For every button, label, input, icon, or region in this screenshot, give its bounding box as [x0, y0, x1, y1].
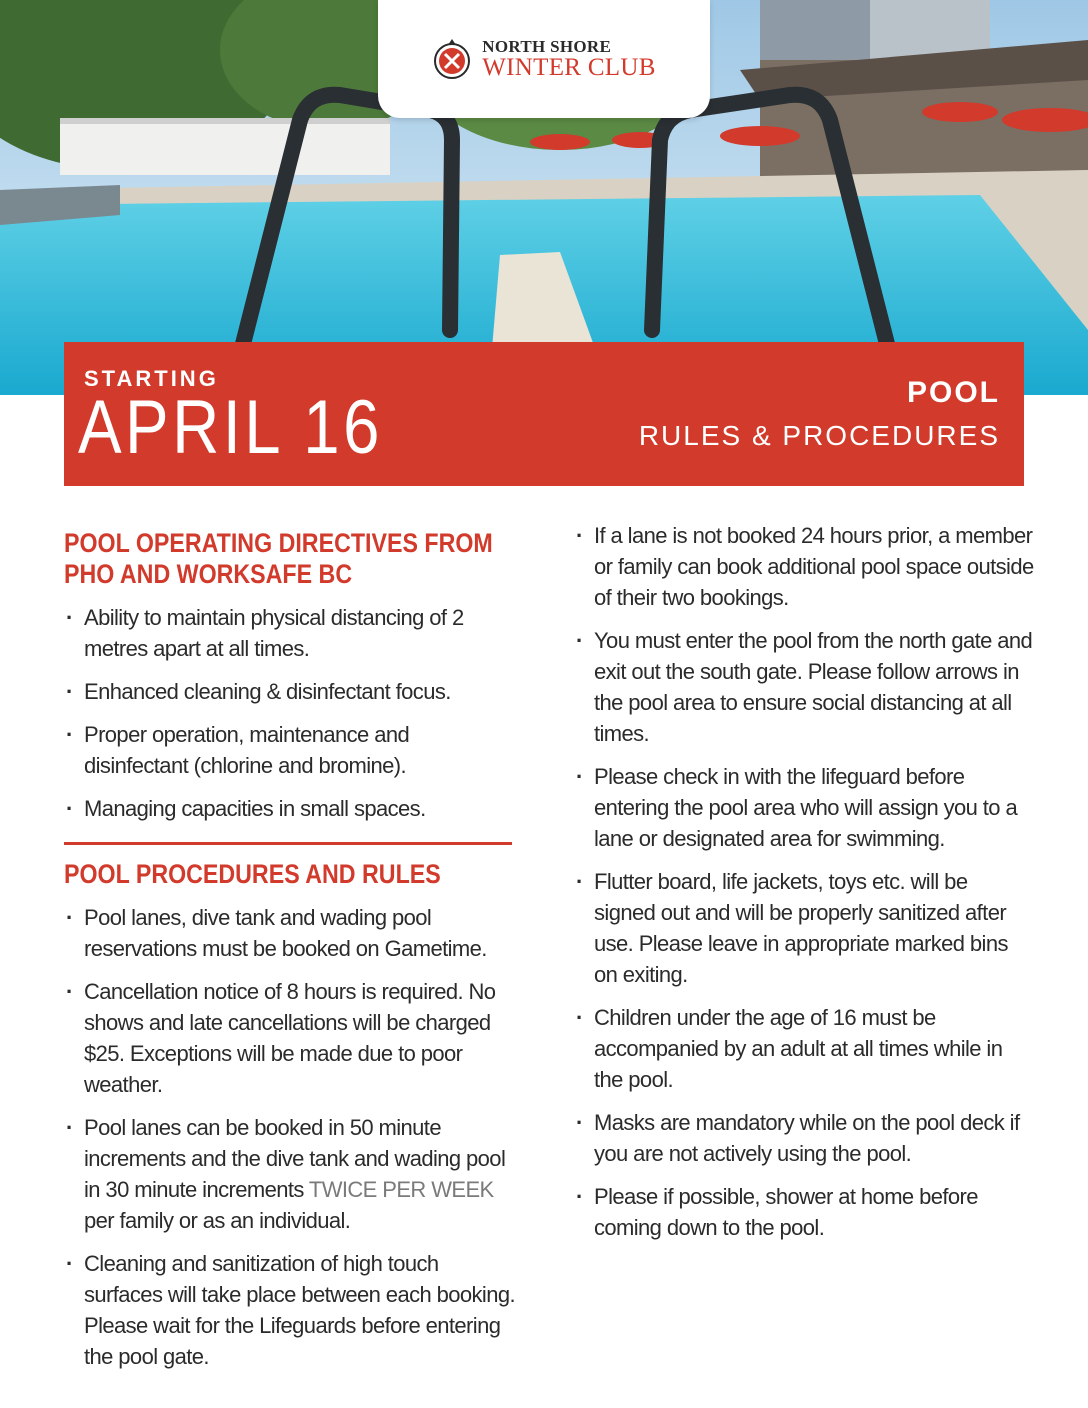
list-item: · If a lane is not booked 24 hours prior, a member or family can book additional pool space outside of their two bookings.	[574, 520, 1034, 613]
list-item: · Proper operation, maintenance and disinfectant (chlorine and bromine).	[64, 719, 516, 781]
list-item-text: per family or as an individual.	[84, 1208, 351, 1233]
logo-line1: NORTH SHORE	[482, 37, 612, 56]
directives-list	[64, 602, 516, 824]
list-item: · Flutter board, life jackets, toys etc. will be signed out and will be properly sanitized after use. Please leave in appropriate marked bins on exiting.	[574, 866, 1034, 990]
section-divider	[64, 842, 512, 845]
banner-title: POOL	[906, 376, 1000, 409]
list-item: · Masks are mandatory while on the pool deck if you are not actively using the pool.	[574, 1107, 1034, 1169]
procedures-list	[64, 902, 516, 1372]
list-item: · Please if possible, shower at home before coming down to the pool.	[574, 1181, 1034, 1243]
starting-label: STARTING	[84, 366, 219, 391]
section-heading-directives: POOL OPERATING DIRECTIVES FROM PHO AND WORKSAFE BC	[64, 528, 493, 589]
list-item: · You must enter the pool from the north gate and exit out the south gate. Please follow arrows in the pool area to ensure social distancing at all times.	[574, 625, 1034, 749]
list-item: · Managing capacities in small spaces.	[64, 793, 516, 824]
list-item-text: Pool lanes can be booked in 50 minute increments and the dive tank and wading pool in 30 minute increments	[84, 1115, 506, 1202]
club-crest-icon	[432, 37, 472, 81]
start-date: APRIL 16	[78, 385, 383, 470]
logo-line2: WINTER CLUB	[482, 54, 656, 81]
list-item: · Please check in with the lifeguard before entering the pool area who will assign you to a lane or designated area for swimming.	[574, 761, 1034, 854]
list-item: · Enhanced cleaning & disinfectant focus.	[64, 676, 516, 707]
logo-wordmark	[482, 38, 655, 80]
list-item: · Cleaning and sanitization of high touch surfaces will take place between each booking. Please wait for the Lifeguards before entering the pool gate.	[64, 1248, 516, 1372]
banner-subtitle: RULES & PROCEDURES	[638, 420, 1000, 451]
section-heading-procedures: POOL PROCEDURES AND RULES	[64, 859, 441, 889]
title-banner	[64, 342, 1024, 486]
right-column	[574, 520, 1034, 1255]
list-item	[64, 1112, 516, 1236]
list-item: · Ability to maintain physical distancing of 2 metres apart at all times.	[64, 602, 516, 664]
logo	[378, 0, 710, 118]
procedures-list-continued	[574, 520, 1034, 1243]
list-item: · Children under the age of 16 must be accompanied by an adult at all times while in the pool.	[574, 1002, 1034, 1095]
list-item: · Cancellation notice of 8 hours is required. No shows and late cancellations will be charged $25. Exceptions will be made due to poor weather.	[64, 976, 516, 1100]
list-item: · Pool lanes, dive tank and wading pool reservations must be booked on Gametime.	[64, 902, 516, 964]
twice-per-week-highlight: TWICE PER WEEK	[308, 1177, 494, 1202]
left-column	[64, 520, 516, 1384]
